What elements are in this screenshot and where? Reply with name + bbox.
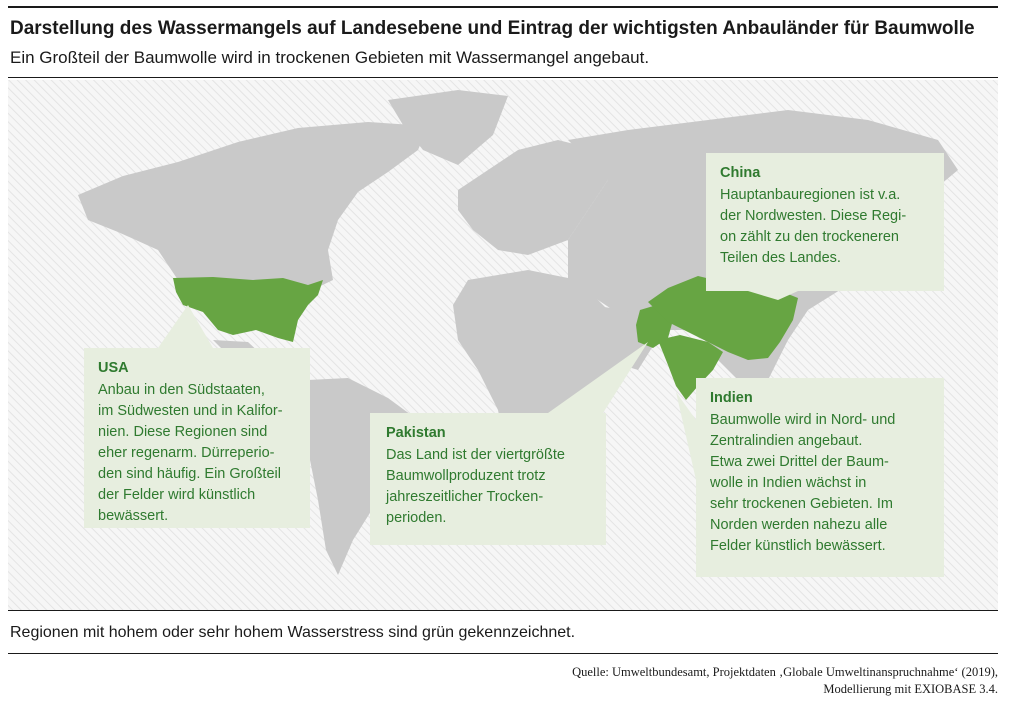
callout-usa: [84, 348, 310, 528]
source-line-1: Quelle: Umweltbundesamt, Projektdaten ‚Globale Umweltinanspruchnahme‘ (2019),: [572, 665, 998, 679]
header-rule: [8, 77, 998, 78]
callout-usa-body: Anbau in den Südstaaten, im Südwesten und in Kalifor- nien. Diese Regionen sind eher regenarm. Dürreperio- den sind häufig. Ein Großteil der Felder wird künstlich bewässert.: [98, 382, 283, 524]
legend-rule: [8, 653, 998, 654]
source-note: [572, 664, 998, 698]
callout-indien-title: Indien: [710, 390, 753, 406]
callout-pakistan-body: Das Land ist der viertgrößte Baumwollproduzent trotz jahreszeitlicher Trocken- perioden.: [386, 447, 565, 526]
callout-indien: [696, 378, 944, 577]
map-bottom-rule: [8, 610, 998, 611]
callout-usa-title: USA: [98, 360, 129, 376]
map-legend: Regionen mit hohem oder sehr hohem Wasserstress sind grün gekennzeichnet.: [10, 624, 576, 641]
page-title: Darstellung des Wassermangels auf Landesebene und Eintrag der wichtigsten Anbauländer für Baumwolle: [10, 18, 975, 39]
callout-pakistan-title: Pakistan: [386, 425, 446, 441]
callout-indien-body: Baumwolle wird in Nord- und Zentralindien angebaut. Etwa zwei Drittel der Baum- wolle in Indien wächst in sehr trockenen Gebieten. Im Norden werden nahezu alle Felder künstlich bewässert.: [710, 412, 896, 554]
callout-pakistan: [370, 413, 606, 545]
source-line-2: Modellierung mit EXIOBASE 3.4.: [823, 682, 998, 696]
callout-china-title: China: [720, 165, 761, 181]
top-rule: [8, 6, 998, 8]
page-subtitle: Ein Großteil der Baumwolle wird in trockenen Gebieten mit Wassermangel angebaut.: [10, 48, 650, 67]
callout-china: [706, 153, 944, 291]
callout-china-body: Hauptanbauregionen ist v.a. der Nordwesten. Diese Regi- on zählt zu den trockeneren Teilen des Landes.: [720, 187, 907, 266]
world-map: [8, 80, 998, 610]
